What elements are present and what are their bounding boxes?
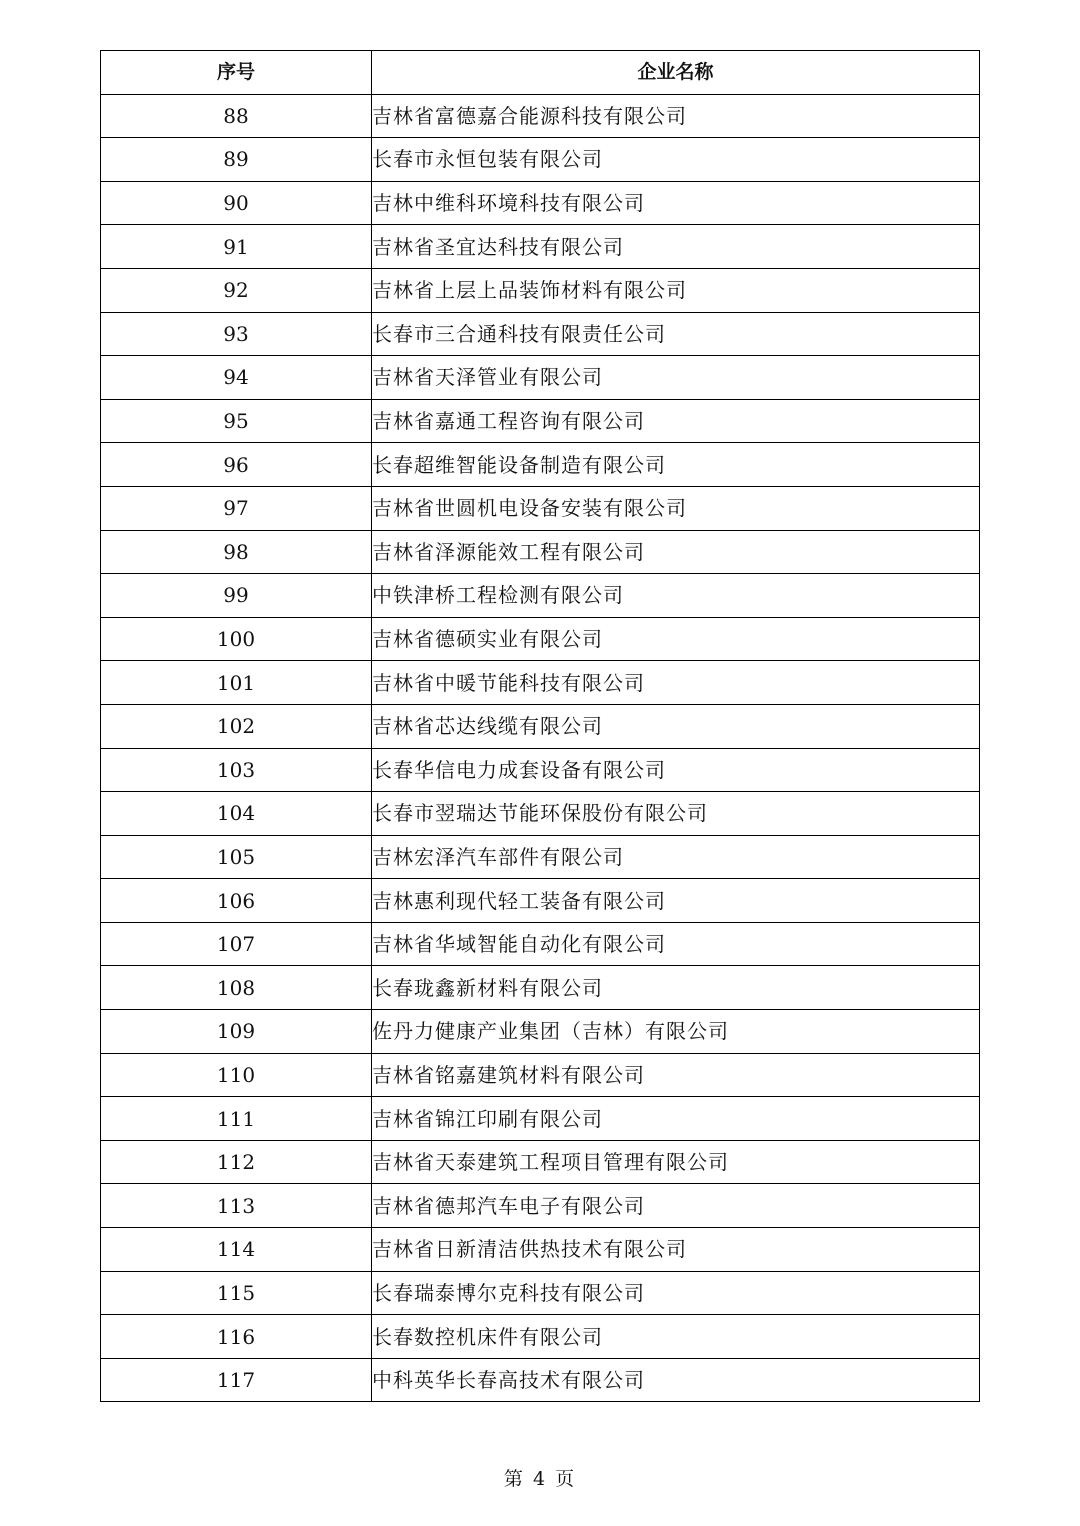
- company-name-cell: 长春珑鑫新材料有限公司: [372, 966, 980, 1010]
- company-name-cell: 吉林省锦江印刷有限公司: [372, 1097, 980, 1141]
- table-row: [101, 1315, 980, 1359]
- row-number-cell: 112: [101, 1140, 372, 1184]
- company-name-cell: 长春市三合通科技有限责任公司: [372, 312, 980, 356]
- row-number-cell: 90: [101, 181, 372, 225]
- company-name-cell: 吉林省德邦汽车电子有限公司: [372, 1184, 980, 1228]
- company-name-cell: 长春瑞泰博尔克科技有限公司: [372, 1271, 980, 1315]
- row-number-cell: 103: [101, 748, 372, 792]
- company-name-cell: 吉林惠利现代轻工装备有限公司: [372, 879, 980, 923]
- header-number: 序号: [101, 51, 372, 95]
- table-row: [101, 835, 980, 879]
- table-row: [101, 1140, 980, 1184]
- row-number-cell: 93: [101, 312, 372, 356]
- company-name-cell: 吉林省德硕实业有限公司: [372, 617, 980, 661]
- row-number-cell: 116: [101, 1315, 372, 1359]
- table-row: [101, 138, 980, 182]
- row-number-cell: 104: [101, 792, 372, 836]
- table-row: [101, 661, 980, 705]
- company-name-cell: 吉林省日新清洁供热技术有限公司: [372, 1228, 980, 1272]
- row-number-cell: 88: [101, 94, 372, 138]
- row-number-cell: 108: [101, 966, 372, 1010]
- table-header-row: [101, 51, 980, 95]
- row-number-cell: 115: [101, 1271, 372, 1315]
- table-row: [101, 1097, 980, 1141]
- company-name-cell: 吉林宏泽汽车部件有限公司: [372, 835, 980, 879]
- table-row: [101, 225, 980, 269]
- company-name-cell: 吉林省铭嘉建筑材料有限公司: [372, 1053, 980, 1097]
- company-table: [100, 50, 980, 1402]
- table-row: [101, 792, 980, 836]
- company-name-cell: 吉林省天泰建筑工程项目管理有限公司: [372, 1140, 980, 1184]
- company-name-cell: 长春超维智能设备制造有限公司: [372, 443, 980, 487]
- row-number-cell: 101: [101, 661, 372, 705]
- company-name-cell: 吉林省芯达线缆有限公司: [372, 704, 980, 748]
- table-row: [101, 181, 980, 225]
- company-name-cell: 吉林省世圆机电设备安装有限公司: [372, 486, 980, 530]
- company-name-cell: 吉林省天泽管业有限公司: [372, 356, 980, 400]
- table-row: [101, 1228, 980, 1272]
- row-number-cell: 107: [101, 922, 372, 966]
- table-body: [101, 94, 980, 1402]
- row-number-cell: 94: [101, 356, 372, 400]
- row-number-cell: 102: [101, 704, 372, 748]
- row-number-cell: 89: [101, 138, 372, 182]
- company-name-cell: 中铁津桥工程检测有限公司: [372, 574, 980, 618]
- company-name-cell: 中科英华长春高技术有限公司: [372, 1358, 980, 1402]
- table-row: [101, 94, 980, 138]
- row-number-cell: 105: [101, 835, 372, 879]
- row-number-cell: 96: [101, 443, 372, 487]
- table-row: [101, 486, 980, 530]
- table-row: [101, 399, 980, 443]
- table-row: [101, 617, 980, 661]
- row-number-cell: 100: [101, 617, 372, 661]
- company-name-cell: 长春市永恒包装有限公司: [372, 138, 980, 182]
- row-number-cell: 114: [101, 1228, 372, 1272]
- row-number-cell: 98: [101, 530, 372, 574]
- company-name-cell: 吉林省华域智能自动化有限公司: [372, 922, 980, 966]
- table-row: [101, 1271, 980, 1315]
- row-number-cell: 106: [101, 879, 372, 923]
- company-name-cell: 吉林省富德嘉合能源科技有限公司: [372, 94, 980, 138]
- table-row: [101, 966, 980, 1010]
- company-name-cell: 长春市翌瑞达节能环保股份有限公司: [372, 792, 980, 836]
- table-row: [101, 356, 980, 400]
- company-name-cell: 吉林省上层上品装饰材料有限公司: [372, 268, 980, 312]
- table-row: [101, 748, 980, 792]
- table-row: [101, 1053, 980, 1097]
- company-name-cell: 吉林省嘉通工程咨询有限公司: [372, 399, 980, 443]
- table-row: [101, 443, 980, 487]
- table-row: [101, 704, 980, 748]
- row-number-cell: 91: [101, 225, 372, 269]
- row-number-cell: 110: [101, 1053, 372, 1097]
- table-row: [101, 574, 980, 618]
- header-company-name: 企业名称: [372, 51, 980, 95]
- table-row: [101, 879, 980, 923]
- table-row: [101, 312, 980, 356]
- table-row: [101, 1184, 980, 1228]
- row-number-cell: 92: [101, 268, 372, 312]
- company-name-cell: 吉林省圣宜达科技有限公司: [372, 225, 980, 269]
- company-name-cell: 吉林省中暖节能科技有限公司: [372, 661, 980, 705]
- company-name-cell: 长春数控机床件有限公司: [372, 1315, 980, 1359]
- company-name-cell: 佐丹力健康产业集团（吉林）有限公司: [372, 1010, 980, 1054]
- page-number: 第 4 页: [503, 1468, 577, 1490]
- table-row: [101, 1358, 980, 1402]
- row-number-cell: 97: [101, 486, 372, 530]
- row-number-cell: 113: [101, 1184, 372, 1228]
- row-number-cell: 109: [101, 1010, 372, 1054]
- row-number-cell: 117: [101, 1358, 372, 1402]
- table-row: [101, 530, 980, 574]
- company-name-cell: 吉林省泽源能效工程有限公司: [372, 530, 980, 574]
- company-name-cell: 吉林中维科环境科技有限公司: [372, 181, 980, 225]
- row-number-cell: 95: [101, 399, 372, 443]
- table-row: [101, 268, 980, 312]
- row-number-cell: 99: [101, 574, 372, 618]
- row-number-cell: 111: [101, 1097, 372, 1141]
- table-row: [101, 1010, 980, 1054]
- table-row: [101, 922, 980, 966]
- company-name-cell: 长春华信电力成套设备有限公司: [372, 748, 980, 792]
